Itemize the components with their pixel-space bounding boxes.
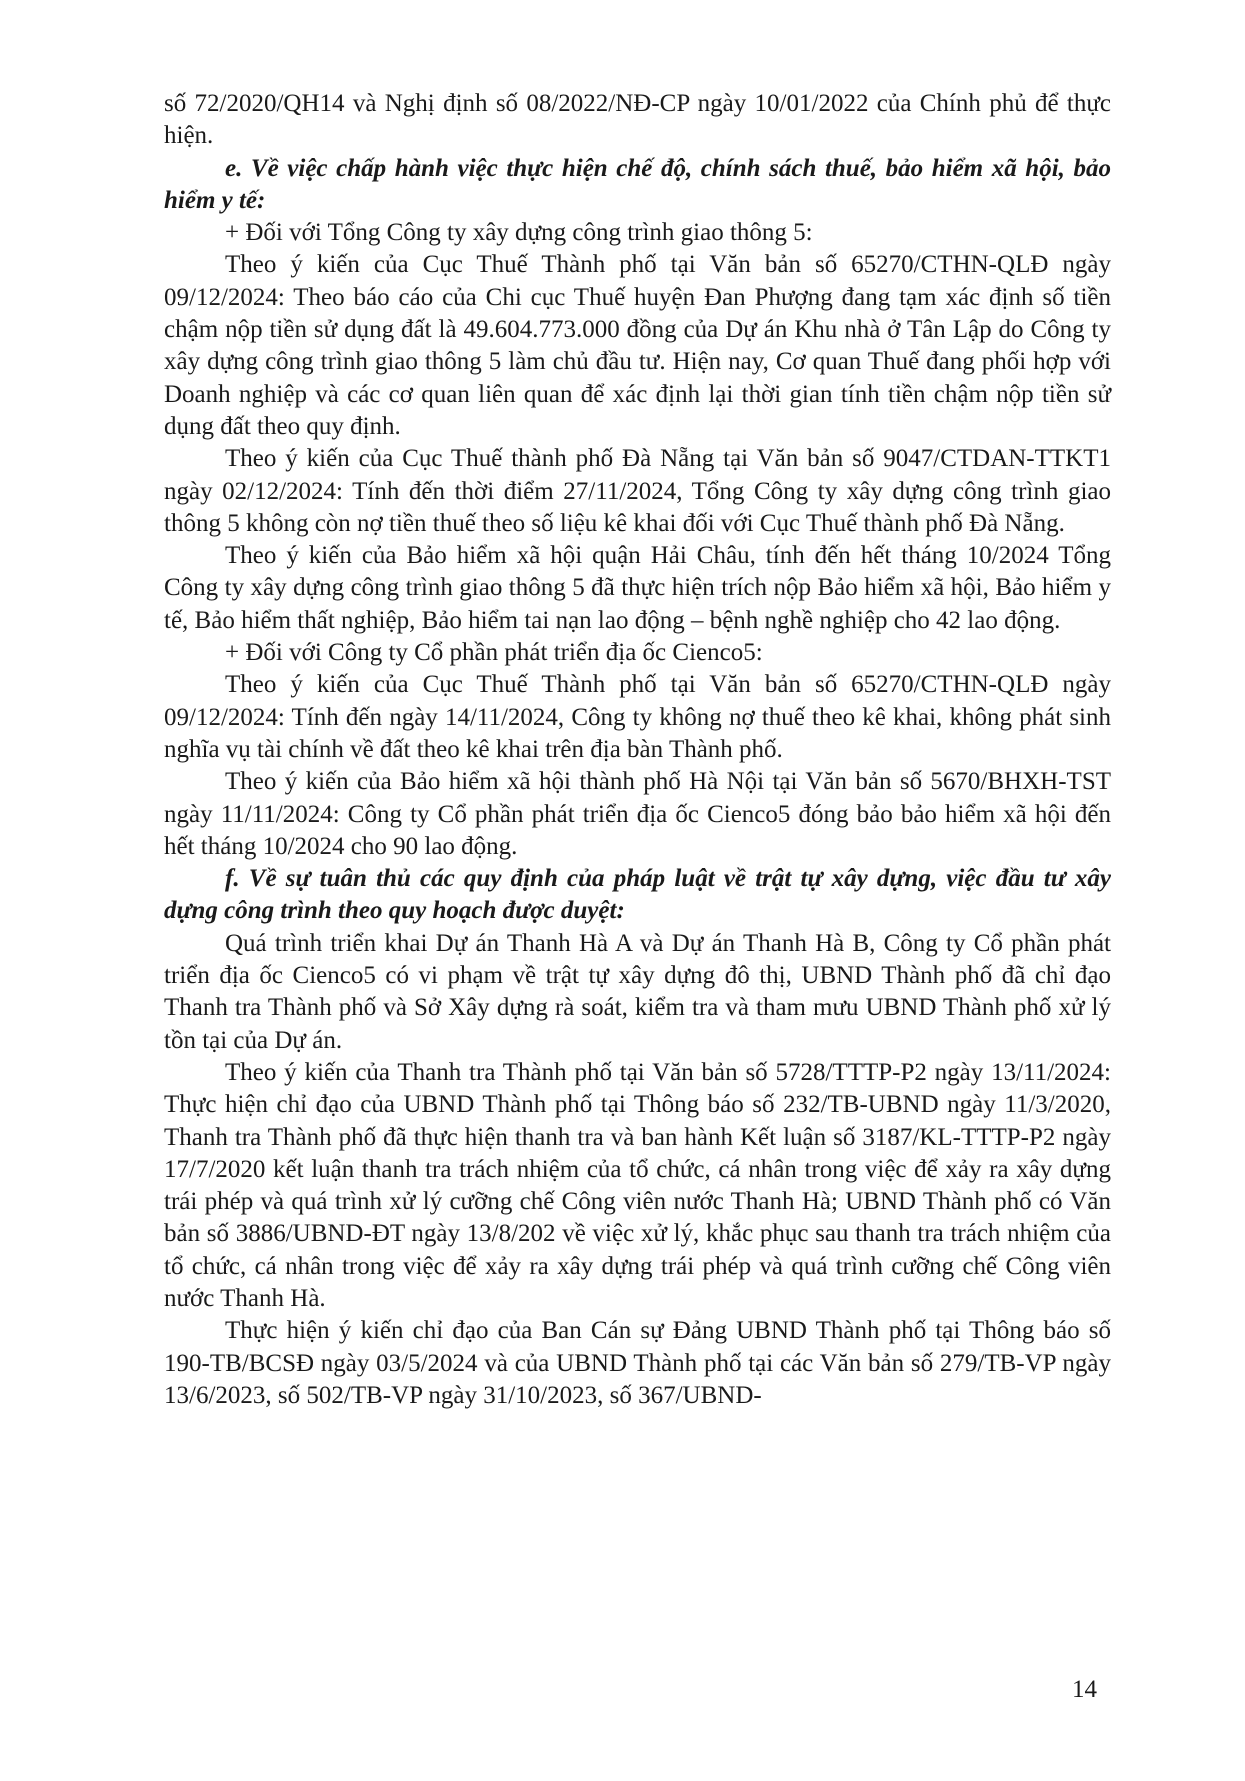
paragraph-thanh-ha-projects: Quá trình triển khai Dự án Thanh Hà A và Dự án Thanh Hà B, Công ty Cổ phần phát triển địa ốc Cienco5 có vi phạm về trật tự xây dựng đô thị, UBND Thành phố đã chỉ đạo Thanh tra Thành phố và Sở Xây dựng rà soát, kiểm tra và tham mưu UBND Thành phố xử lý tồn tại của Dự án. — [164, 929, 1111, 1054]
paragraph-subheading-cienco5-realestate: + Đối với Công ty Cổ phần phát triển địa ốc Cienco5: — [225, 639, 763, 667]
paragraph-hanoi-insurance-opinion: Theo ý kiến của Bảo hiểm xã hội thành phố Hà Nội tại Văn bản số 5670/BHXH-TST ngày 11/11/2024: Công ty Cổ phần phát triển địa ốc Cienco5 đóng bảo bảo hiểm xã hội đến hết tháng 10/2024 cho 90 lao động. — [164, 768, 1111, 860]
paragraph-subheading-cienco5-corp: + Đối với Tổng Công ty xây dựng công trình giao thông 5: — [225, 219, 813, 247]
page-number: 14 — [1072, 1676, 1097, 1703]
paragraph-haichau-insurance-opinion: Theo ý kiến của Bảo hiểm xã hội quận Hải Châu, tính đến hết tháng 10/2024 Tổng Công ty xây dựng công trình giao thông 5 đã thực hiện trích nộp Bảo hiểm xã hội, Bảo hiểm y tế, Bảo hiểm thất nghiệp, Bảo hiểm tai nạn lao động – bệnh nghề nghiệp cho 42 lao động. — [164, 542, 1111, 634]
paragraph-party-committee-direction: Thực hiện ý kiến chỉ đạo của Ban Cán sự Đảng UBND Thành phố tại Thông báo số 190-TB/BCSĐ ngày 03/5/2024 và của UBND Thành phố tại các Văn bản số 279/TB-VP ngày 13/6/2023, số 502/TB-VP ngày 31/10/2023, số 367/UBND- — [164, 1317, 1111, 1409]
section-heading-e: e. Về việc chấp hành việc thực hiện chế độ, chính sách thuế, bảo hiểm xã hội, bảo hiểm y tế: — [164, 154, 1111, 214]
section-heading-f: f. Về sự tuân thủ các quy định của pháp luật về trật tự xây dựng, việc đầu tư xây dựng công trình theo quy hoạch được duyệt: — [164, 865, 1111, 925]
paragraph-continuation: số 72/2020/QH14 và Nghị định số 08/2022/NĐ-CP ngày 10/01/2022 của Chính phủ để thực hiện. — [164, 90, 1111, 150]
document-page — [164, 88, 1111, 1412]
paragraph-hanoi-tax-opinion-2: Theo ý kiến của Cục Thuế Thành phố tại Văn bản số 65270/CTHN-QLĐ ngày 09/12/2024: Tính đến ngày 14/11/2024, Công ty không nợ thuế theo kê khai, không phát sinh nghĩa vụ tài chính về đất theo kê khai trên địa bàn Thành phố. — [164, 671, 1111, 763]
paragraph-danang-tax-opinion: Theo ý kiến của Cục Thuế thành phố Đà Nẵng tại Văn bản số 9047/CTDAN-TTKT1 ngày 02/12/2024: Tính đến thời điểm 27/11/2024, Tổng Công ty xây dựng công trình giao thông 5 không còn nợ tiền thuế theo số liệu kê khai đối với Cục Thuế thành phố Đà Nẵng. — [164, 445, 1111, 537]
paragraph-inspectorate-opinion: Theo ý kiến của Thanh tra Thành phố tại Văn bản số 5728/TTTP-P2 ngày 13/11/2024: Thực hiện chỉ đạo của UBND Thành phố tại Thông báo số 232/TB-UBND ngày 11/3/2020, Thanh tra Thành phố đã thực hiện thanh tra và ban hành Kết luận số 3187/KL-TTTP-P2 ngày 17/7/2020 kết luận thanh tra trách nhiệm của tổ chức, cá nhân trong việc để xảy ra xây dựng trái phép và quá trình xử lý cưỡng chế Công viên nước Thanh Hà; UBND Thành phố có Văn bản số 3886/UBND-ĐT ngày 13/8/202 về việc xử lý, khắc phục sau thanh tra trách nhiệm của tổ chức, cá nhân trong việc để xảy ra xây dựng trái phép và quá trình cưỡng chế Công viên nước Thanh Hà. — [164, 1058, 1111, 1312]
paragraph-hanoi-tax-opinion: Theo ý kiến của Cục Thuế Thành phố tại Văn bản số 65270/CTHN-QLĐ ngày 09/12/2024: Theo báo cáo của Chi cục Thuế huyện Đan Phượng đang tạm xác định số tiền chậm nộp tiền sử dụng đất là 49.604.773.000 đồng của Dự án Khu nhà ở Tân Lập do Công ty xây dựng công trình giao thông 5 làm chủ đầu tư. Hiện nay, Cơ quan Thuế đang phối hợp với Doanh nghiệp và các cơ quan liên quan để xác định lại thời gian tính tiền chậm nộp tiền sử dụng đất theo quy định. — [164, 251, 1111, 440]
